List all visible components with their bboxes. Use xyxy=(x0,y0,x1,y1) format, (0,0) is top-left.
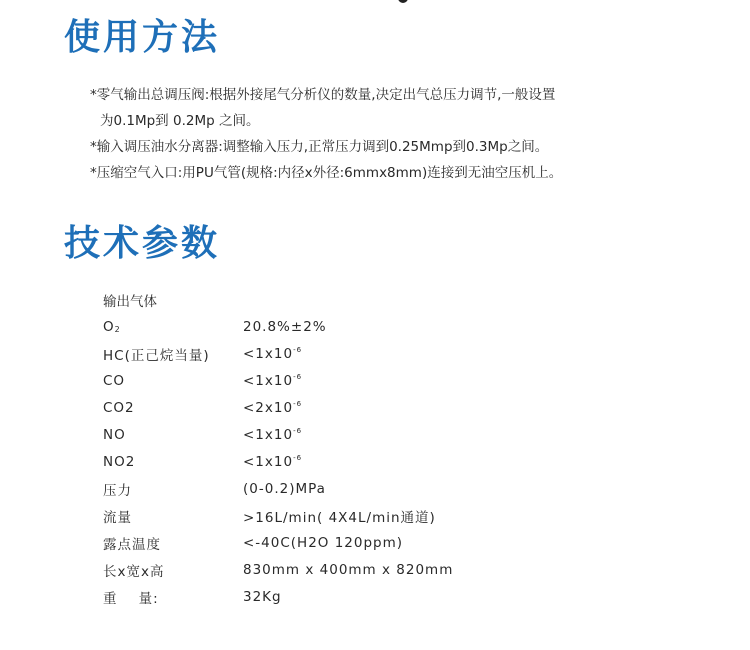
spec-row xyxy=(103,475,453,502)
spec-value xyxy=(243,313,453,340)
spec-value-exponent: -6 xyxy=(293,372,303,381)
spec-value xyxy=(243,448,453,475)
usage-item-separator: *输入调压油水分离器:调整输入压力,正常压力调到0.25Mmp到0.3Mp之间。 xyxy=(90,139,549,155)
spec-label-text: NO2 xyxy=(103,453,136,470)
spec-value-text: <-40C(H2O 120ppm) xyxy=(243,534,404,551)
spec-label-text: CO2 xyxy=(103,399,135,416)
spec-row xyxy=(103,529,453,556)
spec-row xyxy=(103,340,453,367)
spec-label-text: NO xyxy=(103,426,126,443)
spec-label-text: 流量 xyxy=(103,509,132,526)
spec-value-text: <1x10 xyxy=(243,426,294,443)
spec-value xyxy=(243,340,453,367)
spec-label-text: O xyxy=(103,318,115,335)
spec-row xyxy=(103,394,453,421)
spec-value xyxy=(243,529,453,556)
spec-value-text: 20.8%±2% xyxy=(243,318,327,335)
spec-label-text: 压力 xyxy=(103,482,132,499)
spec-value xyxy=(243,421,453,448)
usage-instructions xyxy=(90,82,730,186)
spec-value-exponent: -6 xyxy=(293,426,303,435)
spec-label-text: 重 量: xyxy=(103,590,159,607)
spec-value-text: <2x10 xyxy=(243,399,294,416)
spec-row xyxy=(103,502,453,529)
spec-label xyxy=(103,340,243,367)
spec-row xyxy=(103,448,453,475)
spec-value xyxy=(243,367,453,394)
specs-heading: 技术参数 xyxy=(64,223,221,264)
spec-value-text: <1x10 xyxy=(243,345,294,362)
spec-label xyxy=(103,421,243,448)
spec-value xyxy=(243,556,453,583)
spec-value-text: 830mm x 400mm x 820mm xyxy=(243,561,454,578)
spec-label xyxy=(103,583,243,610)
spec-label xyxy=(103,394,243,421)
spec-value xyxy=(243,502,453,529)
spec-label-text: 长x宽x高 xyxy=(103,563,165,580)
spec-row xyxy=(103,556,453,583)
spec-label-text: HC(正己烷当量) xyxy=(103,347,210,364)
usage-item-air-inlet: *压缩空气入口:用PU气管(规格:内径x外径:6mmx8mm)连接到无油空压机上。 xyxy=(90,165,563,181)
spec-label xyxy=(103,367,243,394)
spec-label-text: 露点温度 xyxy=(103,536,161,553)
spec-row xyxy=(103,313,453,340)
spec-value-text: <1x10 xyxy=(243,372,294,389)
spec-value-exponent: -6 xyxy=(293,345,303,354)
spec-label xyxy=(103,502,243,529)
spec-label xyxy=(103,475,243,502)
spec-label-subscript: 2 xyxy=(114,324,121,334)
spec-value-text: <1x10 xyxy=(243,453,294,470)
spec-value-exponent: -6 xyxy=(293,453,303,462)
specs-heading-row xyxy=(103,286,453,313)
spec-label-text: CO xyxy=(103,372,126,389)
spec-value xyxy=(243,394,453,421)
spec-value xyxy=(243,583,453,610)
spec-row xyxy=(103,583,453,610)
top-decoration-dot xyxy=(398,0,408,3)
usage-item-main-valve-continued: 为0.1Mp到 0.2Mp 之间。 xyxy=(100,113,260,129)
spec-value-text: 32Kg xyxy=(243,588,282,605)
usage-item-main-valve: *零气输出总调压阀:根据外接尾气分析仪的数量,决定出气总压力调节,一般设置 xyxy=(90,87,556,103)
spec-label xyxy=(103,313,243,340)
spec-value xyxy=(243,475,453,502)
spec-label xyxy=(103,556,243,583)
spec-row xyxy=(103,421,453,448)
usage-heading: 使用方法 xyxy=(64,17,221,58)
specs-table xyxy=(103,286,453,610)
output-gas-label: 输出气体 xyxy=(103,293,157,310)
spec-value-exponent: -6 xyxy=(293,399,303,408)
spec-row xyxy=(103,367,453,394)
spec-value-text: (0-0.2)MPa xyxy=(243,480,326,497)
spec-value-text: >16L/min( 4X4L/min通道) xyxy=(243,509,436,526)
spec-label xyxy=(103,529,243,556)
spec-label xyxy=(103,448,243,475)
